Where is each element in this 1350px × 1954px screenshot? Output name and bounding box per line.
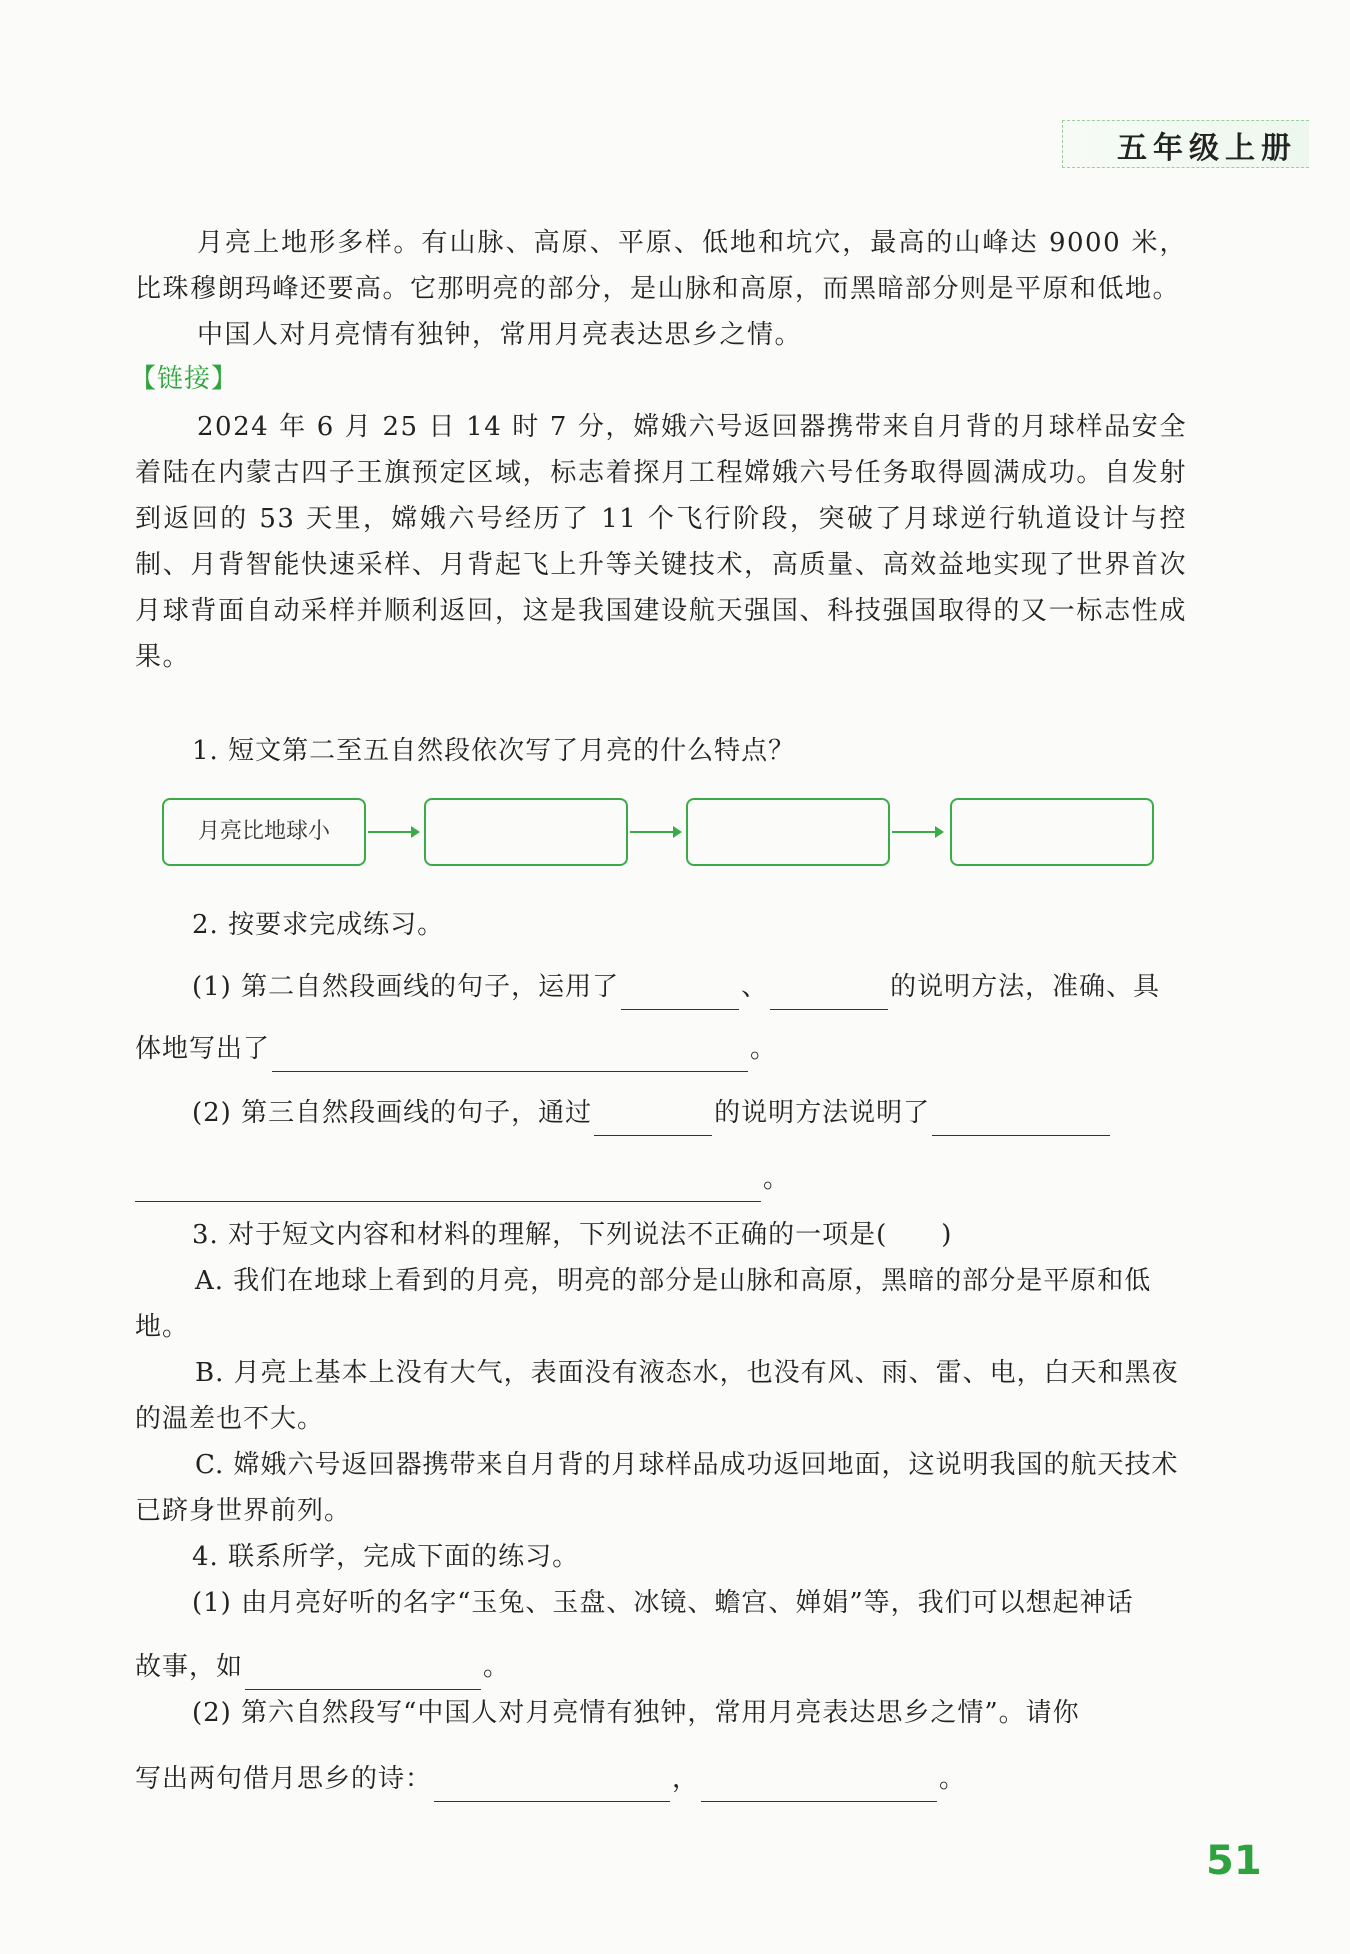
link-paragraph: 2024 年 6 月 25 日 14 时 7 分，嫦娥六号返回器携带来自月背的月球样品安全着陆在内蒙古四子王旗预定区域，标志着探月工程嫦娥六号任务取得圆满成功。自发射到返回的 53 天里，嫦娥六号经历了 11 个飞行阶段，突破了月球逆行轨道设计与控制、月背智能快速采样、月背起飞上升等关键技术，高质量、高效益地实现了世界首次月球背面自动采样并顺利返回，这是我国建设航天强国、科技强国取得的又一标志性成果。 — [135, 412, 1187, 672]
flow-arrow-2 — [630, 831, 680, 833]
q2-1-text-a: (1) 第二自然段画线的句子，运用了 — [192, 972, 620, 1002]
q4-1-end: 。 — [483, 1652, 511, 1682]
q2-1-text-b: 的说明方法，准确、具 — [890, 972, 1161, 1002]
flow-box-2-answer[interactable] — [424, 798, 628, 866]
page-number: 51 — [1206, 1838, 1262, 1884]
question-4-2-line2 — [135, 1756, 1190, 1802]
q4-2-blank-poem2[interactable] — [701, 1771, 937, 1802]
q4-2-text-b: 写出两句借月思乡的诗： — [135, 1764, 433, 1794]
q1-flow-diagram — [162, 798, 1162, 870]
q4-1-text-b: 故事，如 — [135, 1652, 244, 1682]
question-3: 3. 对于短文内容和材料的理解，下列说法不正确的一项是( ) — [192, 1220, 953, 1250]
link-label: 【链接】 — [130, 364, 239, 394]
flow-arrow-3 — [892, 831, 942, 833]
question-2-1-line2 — [135, 1026, 1190, 1072]
q2-1-sep: 、 — [741, 972, 769, 1002]
flow-arrow-1 — [368, 831, 418, 833]
q2-2-text-a: (2) 第三自然段画线的句子，通过 — [192, 1098, 593, 1128]
q2-1-blank-content[interactable] — [272, 1041, 748, 1072]
q2-2-blank-content-a[interactable] — [932, 1105, 1110, 1136]
question-4-1-line1: (1) 由月亮好听的名字“玉兔、玉盘、冰镜、蟾宫、婵娟”等，我们可以想起神话 — [192, 1588, 1134, 1618]
question-2: 2. 按要求完成练习。 — [192, 910, 445, 940]
grade-label: 五年级上册 — [1117, 131, 1297, 166]
q2-1-blank-method2[interactable] — [770, 979, 888, 1010]
q2-2-text-b: 的说明方法说明了 — [714, 1098, 931, 1128]
q4-2-end: 。 — [939, 1764, 967, 1794]
q2-2-blank-method[interactable] — [594, 1105, 712, 1136]
question-4-2-line1: (2) 第六自然段写“中国人对月亮情有独钟，常用月亮表达思乡之情”。请你 — [192, 1698, 1080, 1728]
flow-box-3-answer[interactable] — [686, 798, 890, 866]
q2-1-end: 。 — [750, 1034, 778, 1064]
question-2-2-line1 — [192, 1090, 1192, 1136]
question-3-option-b[interactable]: B. 月亮上基本上没有大气，表面没有液态水，也没有风、雨、雷、电，白天和黑夜的温差也不大。 — [135, 1358, 1179, 1434]
question-4: 4. 联系所学，完成下面的练习。 — [192, 1542, 580, 1572]
question-3-option-c[interactable]: C. 嫦娥六号返回器携带来自月背的月球样品成功返回地面，这说明我国的航天技术已跻身世界前列。 — [135, 1450, 1179, 1526]
q4-2-blank-poem1[interactable] — [434, 1771, 670, 1802]
question-2-2-line2 — [135, 1156, 1190, 1202]
flow-box-1: 月亮比地球小 — [162, 798, 366, 866]
q2-1-text-c: 体地写出了 — [135, 1034, 271, 1064]
question-1: 1. 短文第二至五自然段依次写了月亮的什么特点？ — [192, 736, 796, 766]
grade-tag — [1062, 120, 1309, 168]
question-3-option-a[interactable]: A. 我们在地球上看到的月亮，明亮的部分是山脉和高原，黑暗的部分是平原和低地。 — [135, 1266, 1152, 1342]
q2-2-blank-content-b[interactable] — [135, 1171, 761, 1202]
flow-box-4-answer[interactable] — [950, 798, 1154, 866]
q2-1-blank-method1[interactable] — [621, 979, 739, 1010]
q2-2-end: 。 — [763, 1164, 791, 1194]
question-2-1-line1 — [192, 964, 1192, 1010]
q4-1-blank-story[interactable] — [245, 1659, 481, 1690]
passage-paragraph-homesick: 中国人对月亮情有独钟，常用月亮表达思乡之情。 — [197, 320, 803, 350]
question-4-1-line2 — [135, 1644, 1190, 1690]
q4-2-sep: ， — [672, 1764, 700, 1794]
passage-paragraph-terrain: 月亮上地形多样。有山脉、高原、平原、低地和坑穴，最高的山峰达 9000 米，比珠穆朗玛峰还要高。它那明亮的部分，是山脉和高原，而黑暗部分则是平原和低地。 — [135, 228, 1187, 304]
